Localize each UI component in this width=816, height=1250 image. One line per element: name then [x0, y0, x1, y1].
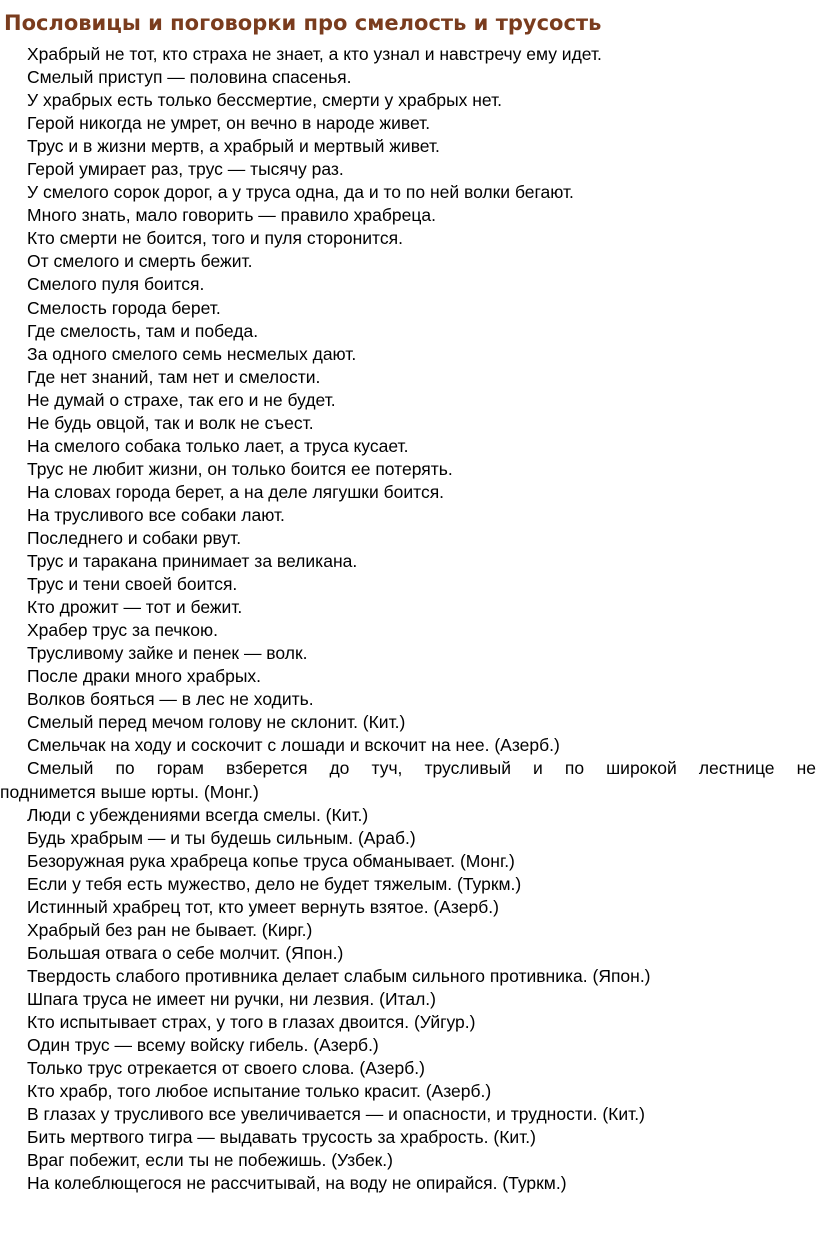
proverb-line: Трус и в жизни мертв, а храбрый и мертвый живет. [27, 136, 440, 157]
proverb-line: Храбер трус за печкою. [27, 620, 218, 641]
proverb-line: За одного смелого семь несмелых дают. [27, 343, 357, 364]
proverb-line: Герой никогда не умрет, он вечно в народе живет. [27, 113, 431, 134]
proverb-line: Где смелость, там и победа. [27, 320, 259, 341]
proverb-line: У смелого сорок дорог, а у труса одна, да и то по ней волки бегают. [27, 182, 574, 203]
proverb-line: Кто храбр, того любое испытание только красит. (Азерб.) [27, 1081, 492, 1102]
proverb-line: Если у тебя есть мужество, дело не будет тяжелым. (Туркм.) [27, 873, 522, 894]
proverb-line: Храбрый без ран не бывает. (Кирг.) [27, 919, 313, 940]
proverb-line: Бить мертвого тигра — выдавать трусость за храбрость. (Кит.) [27, 1127, 536, 1148]
proverb-line: У храбрых есть только бессмертие, смерти у храбрых нет. [27, 90, 503, 111]
proverb-wrapped-second-line: поднимется выше юрты. (Монг.) [0, 781, 259, 802]
proverb-line: Кто смерти не боится, того и пуля сторонится. [27, 228, 403, 249]
proverb-line: Где нет знаний, там нет и смелости. [27, 366, 321, 387]
proverb-line: Трус не любит жизни, он только боится ее потерять. [27, 458, 453, 479]
proverb-line: Трусливому зайке и пенек — волк. [27, 643, 308, 664]
proverb-line: Кто испытывает страх, у того в глазах двоится. (Уйгур.) [27, 1011, 476, 1032]
proverb-line: Не будь овцой, так и волк не съест. [27, 412, 314, 433]
proverb-line: Будь храбрым — и ты будешь сильным. (Араб.) [27, 827, 416, 848]
proverb-line: Много знать, мало говорить — правило храбреца. [27, 205, 436, 226]
proverb-line: Герой умирает раз, трус — тысячу раз. [27, 159, 344, 180]
proverb-line: Люди с убеждениями всегда смелы. (Кит.) [27, 804, 369, 825]
proverb-line-wrapped [0, 757, 816, 803]
proverb-line: Только трус отрекается от своего слова. (Азерб.) [27, 1058, 425, 1079]
proverb-line: Трус и тени своей боится. [27, 574, 238, 595]
proverb-line: Один трус — всему войску гибель. (Азерб.) [27, 1035, 379, 1056]
proverb-line: Трус и таракана принимает за великана. [27, 551, 358, 572]
proverb-wrapped-first-line: Смелый по горам взберется до туч, трусливый и по широкой лестнице не [27, 758, 816, 779]
proverb-line: Смелость города берет. [27, 297, 221, 318]
proverb-line: Смелого пуля боится. [27, 274, 205, 295]
proverb-line: После драки много храбрых. [27, 666, 262, 687]
proverb-line: Храбрый не тот, кто страха не знает, а кто узнал и навстречу ему идет. [27, 44, 602, 64]
proverb-list [0, 43, 816, 1195]
proverb-line: Шпага труса не имеет ни ручки, ни лезвия. (Итал.) [27, 988, 436, 1009]
proverb-line: На трусливого все собаки лают. [27, 504, 285, 525]
proverb-line: Большая отвага о себе молчит. (Япон.) [27, 942, 344, 963]
proverb-line: Твердость слабого противника делает слабым сильного противника. (Япон.) [27, 965, 651, 986]
proverb-line: На смелого собака только лает, а труса кусает. [27, 435, 409, 456]
document-title: Пословицы и поговорки про смелость и трусость [4, 11, 602, 35]
proverb-line: Не думай о страхе, так его и не будет. [27, 389, 336, 410]
proverb-line: Смелый перед мечом голову не склонит. (Кит.) [27, 712, 406, 733]
proverb-line: Враг побежит, если ты не побежишь. (Узбек.) [27, 1150, 393, 1171]
proverb-line: В глазах у трусливого все увеличивается — и опасности, и трудности. (Кит.) [27, 1104, 645, 1125]
proverb-line: Смелый приступ — половина спасенья. [27, 67, 352, 88]
proverb-line: Волков бояться — в лес не ходить. [27, 689, 314, 710]
proverb-line: На словах города берет, а на деле лягушки боится. [27, 481, 445, 502]
proverb-line: Безоружная рука храбреца копье труса обманывает. (Монг.) [27, 850, 515, 871]
proverb-line: Смельчак на ходу и соскочит с лошади и вскочит на нее. (Азерб.) [27, 735, 560, 756]
proverb-line: Кто дрожит — тот и бежит. [27, 597, 243, 618]
proverb-line: Истинный храбрец тот, кто умеет вернуть взятое. (Азерб.) [27, 896, 499, 917]
proverb-line: От смелого и смерть бежит. [27, 251, 253, 272]
proverb-line: На колеблющегося не рассчитывай, на воду не опирайся. (Туркм.) [27, 1173, 567, 1194]
proverb-line: Последнего и собаки рвут. [27, 527, 242, 548]
